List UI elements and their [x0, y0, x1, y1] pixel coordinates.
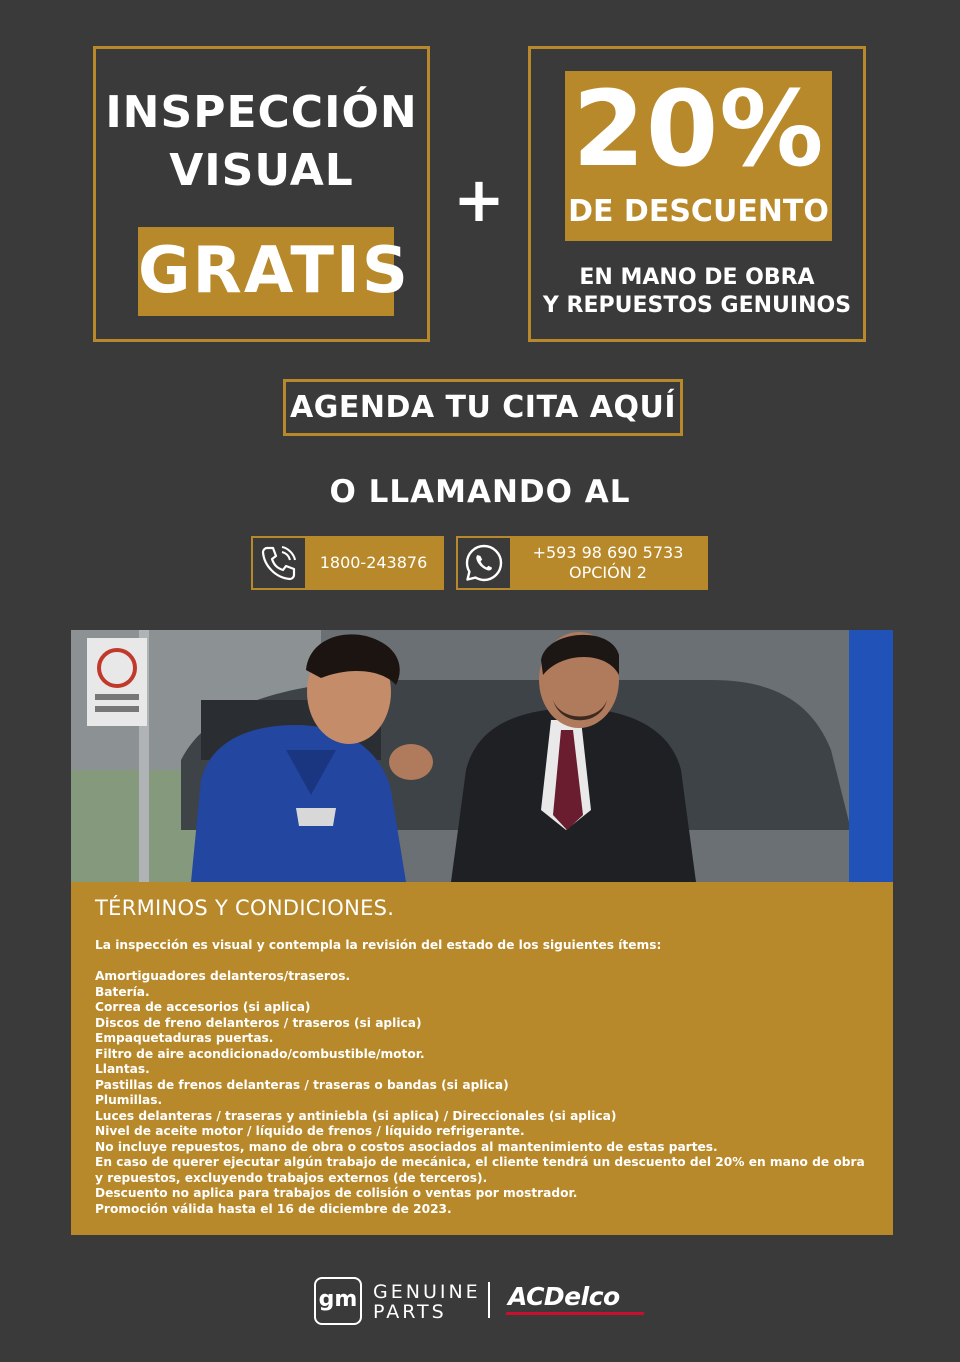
terms-item: Luces delanteras / traseras y antiniebla (si aplica) / Direccionales (si aplica): [95, 1108, 617, 1123]
terms-item: Llantas.: [95, 1062, 150, 1077]
terms-title: TÉRMINOS Y CONDICIONES.: [95, 896, 395, 920]
terms-list: [95, 969, 869, 1217]
discount-box: [528, 46, 866, 342]
discount-percent: 20%: [572, 68, 825, 190]
landline-call-button[interactable]: [251, 536, 444, 590]
terms-item: Amortiguadores delanteros/traseros.: [95, 969, 351, 984]
call-us-heading: O LLAMANDO AL: [329, 474, 631, 510]
discount-label: DE DESCUENTO: [568, 194, 829, 229]
terms-item: Batería.: [95, 984, 150, 999]
free-inspection-box: [93, 46, 430, 342]
logo-divider: [488, 1282, 490, 1318]
discount-badge: [565, 68, 832, 241]
inspection-title-line2: VISUAL: [169, 145, 354, 196]
genuine-text: GENUINE: [373, 1281, 481, 1303]
landline-number: 1800-243876: [319, 553, 428, 572]
terms-item: Empaquetaduras puertas.: [95, 1031, 274, 1046]
book-appointment-button[interactable]: AGENDA TU CITA AQUÍ: [283, 379, 683, 436]
terms-item: Descuento no aplica para trabajos de colisión o ventas por mostrador.: [95, 1186, 578, 1201]
plus-sign: +: [453, 163, 505, 236]
mechanic-customer-photo: [71, 630, 893, 882]
inspection-title-line1: INSPECCIÓN: [105, 87, 418, 138]
parts-text: PARTS: [373, 1301, 447, 1323]
terms-item: Discos de freno delanteros / traseros (si aplica): [95, 1015, 422, 1030]
brand-footer: [0, 1276, 960, 1328]
whatsapp-call-button[interactable]: [456, 536, 708, 590]
terms-item: Correa de accesorios (si aplica): [95, 1000, 311, 1015]
acdelco-swoosh: [505, 1312, 644, 1315]
whatsapp-icon: [458, 538, 510, 588]
terms-item: Promoción válida hasta el 16 de diciembre de 2023.: [95, 1201, 452, 1216]
free-badge: GRATIS: [138, 227, 394, 316]
terms-item: Filtro de aire acondicionado/combustible/motor.: [95, 1046, 425, 1061]
genuine-parts-logo: [373, 1282, 481, 1322]
whatsapp-option: OPCIÓN 2: [569, 563, 647, 582]
acdelco-logo: ACDelco: [508, 1282, 620, 1311]
terms-item: Pastillas de frenos delanteras / traseras o bandas (si aplica): [95, 1077, 509, 1092]
discount-subtitle-line2: Y REPUESTOS GENUINOS: [542, 293, 852, 318]
whatsapp-number: +593 98 690 5733: [532, 543, 684, 562]
terms-item: En caso de querer ejecutar algún trabajo de mecánica, el cliente tendrá un descuento del 20% en mano de obra y repuestos, excluyendo trabajos externos (de terceros).: [95, 1155, 865, 1185]
gm-logo: gm: [314, 1277, 362, 1325]
phone-icon: [253, 538, 305, 588]
terms-item: No incluye repuestos, mano de obra o costos asociados al mantenimiento de estas partes.: [95, 1139, 718, 1154]
terms-panel: [71, 882, 893, 1235]
terms-item: Plumillas.: [95, 1093, 163, 1108]
discount-subtitle-line1: EN MANO DE OBRA: [579, 265, 815, 290]
terms-item: Nivel de aceite motor / líquido de frenos / líquido refrigerante.: [95, 1124, 525, 1139]
terms-intro: La inspección es visual y contempla la revisión del estado de los siguientes ítems:: [95, 938, 662, 953]
